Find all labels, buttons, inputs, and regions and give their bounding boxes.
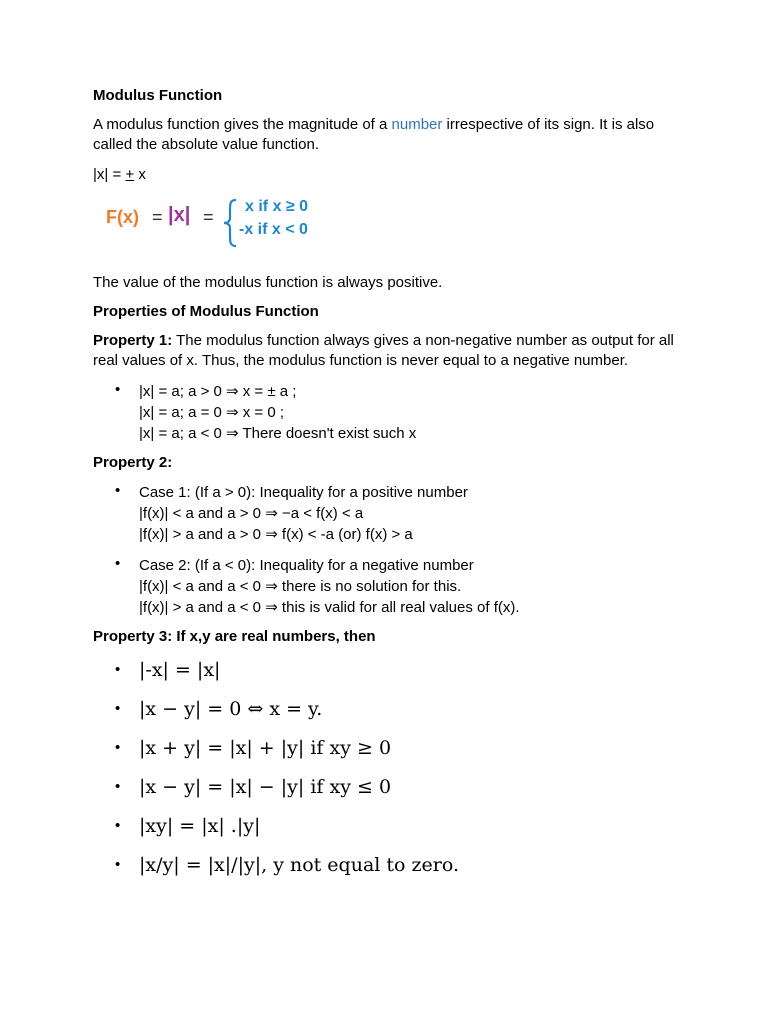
simple-def-pre: |x| = <box>93 166 126 183</box>
intro-text-after: irrespective of its sign. It is also called the absolute value function. <box>93 116 655 153</box>
property-3-formula: |xy| = |x| .|y| <box>139 815 261 837</box>
properties-heading: Properties of Modulus Function <box>93 303 319 320</box>
property-2-list <box>93 482 683 618</box>
list-item <box>93 813 683 841</box>
simple-definition <box>93 165 683 185</box>
list-item <box>93 696 683 724</box>
property-3-formula: |x − y| = 0 ⇔ x = y. <box>139 698 323 720</box>
case-1-line: Case 1: (If a > 0): Inequality for a positive number <box>139 484 468 501</box>
document-content <box>93 87 683 880</box>
list-item <box>93 774 683 802</box>
case-1-line: |f(x)| > a and a > 0 ⇒ f(x) < -a (or) f(x) > a <box>139 526 413 543</box>
property-2-label: Property 2: <box>93 454 173 471</box>
list-item <box>93 735 683 763</box>
list-item <box>93 555 683 618</box>
property-1-paragraph <box>93 331 683 371</box>
formula-case-negative: -x if x < 0 <box>239 221 308 238</box>
bullet-icon: • <box>115 381 121 398</box>
list-item <box>93 852 683 880</box>
property-3-formula: |x − y| = |x| − |y| if xy ≤ 0 <box>139 776 392 798</box>
list-item <box>93 381 683 444</box>
property-3-formula: |x + y| = |x| + |y| if xy ≥ 0 <box>139 737 392 759</box>
number-link[interactable]: number <box>391 116 443 133</box>
bullet-icon: • <box>115 778 121 795</box>
intro-text-before: A modulus function gives the magnitude of a <box>93 116 392 133</box>
property-1-list <box>93 381 683 444</box>
case-2-line: |f(x)| < a and a < 0 ⇒ there is no solution for this. <box>139 578 462 595</box>
property-3-list <box>93 657 683 880</box>
formula-fx: F(x) <box>106 207 139 227</box>
property-3-formula: |-x| = |x| <box>139 659 221 681</box>
case-2-line: |f(x)| > a and a < 0 ⇒ this is valid for all real values of f(x). <box>139 599 520 616</box>
property-1-text: The modulus function always gives a non-negative number as output for all real values of x. Thus, the modulus function is never equal to a negative number. <box>93 332 674 369</box>
formula-abs-x: |x| <box>168 204 191 226</box>
plus-minus-sign: + <box>125 166 135 183</box>
bullet-icon: • <box>115 739 121 756</box>
property-1-label: Property 1: <box>93 332 173 349</box>
modulus-formula-image <box>93 193 683 263</box>
list-item <box>93 482 683 545</box>
bullet-icon: • <box>115 482 121 499</box>
property-1-line: |x| = a; a > 0 ⇒ x = ± a ; <box>139 383 297 400</box>
bullet-icon: • <box>115 700 121 717</box>
list-item <box>93 657 683 685</box>
curly-brace-icon <box>221 198 241 248</box>
bullet-icon: • <box>115 661 121 678</box>
page-title: Modulus Function <box>93 87 223 104</box>
bullet-icon: • <box>115 555 121 572</box>
case-1-line: |f(x)| < a and a > 0 ⇒ −a < f(x) < a <box>139 505 364 522</box>
case-2-line: Case 2: (If a < 0): Inequality for a negative number <box>139 557 474 574</box>
property-1-line: |x| = a; a < 0 ⇒ There doesn't exist such x <box>139 425 417 442</box>
intro-paragraph <box>93 115 683 155</box>
property-3-formula: |x/y| = |x|/|y|, y not equal to zero. <box>139 854 459 876</box>
formula-equals-2: = <box>203 207 214 227</box>
bullet-icon: • <box>115 856 121 873</box>
property-3-label: Property 3: If x,y are real numbers, then <box>93 628 376 645</box>
formula-equals-1: = <box>152 207 163 227</box>
bullet-icon: • <box>115 817 121 834</box>
property-1-line: |x| = a; a = 0 ⇒ x = 0 ; <box>139 404 285 421</box>
formula-case-positive: x if x ≥ 0 <box>245 198 309 215</box>
simple-def-post: x <box>134 166 146 183</box>
always-positive-text: The value of the modulus function is always positive. <box>93 274 443 291</box>
